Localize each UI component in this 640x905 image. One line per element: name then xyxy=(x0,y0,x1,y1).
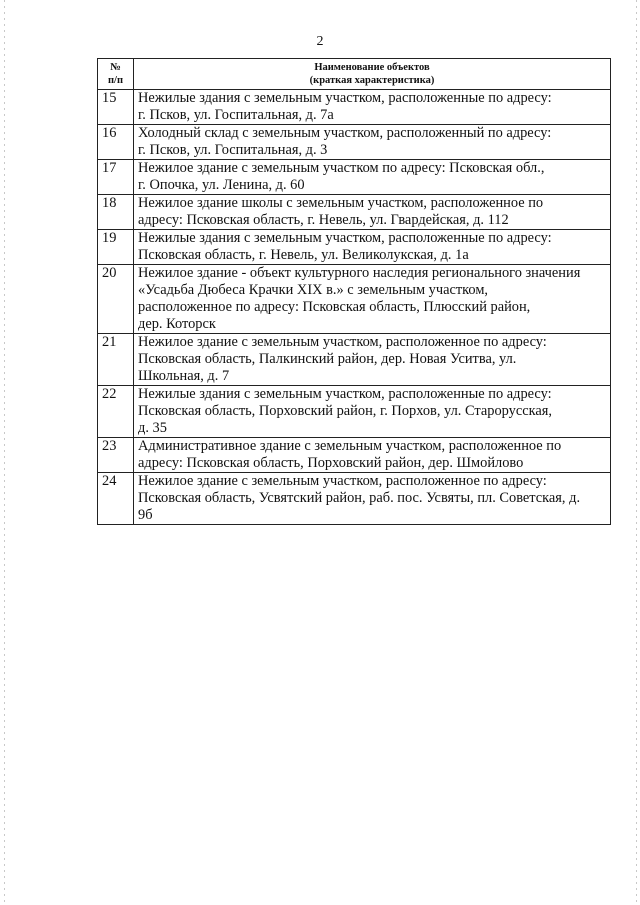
description-line: Псковская область, г. Невель, ул. Великолукская, д. 1а xyxy=(138,247,469,263)
table-row xyxy=(98,386,611,438)
description-line: г. Опочка, ул. Ленина, д. 60 xyxy=(138,177,305,193)
table-row xyxy=(98,473,611,525)
description-line: 9б xyxy=(138,507,153,523)
row-description xyxy=(134,386,611,438)
row-description xyxy=(134,438,611,473)
header-name-subtitle: (краткая характеристика) xyxy=(309,74,435,86)
description-line: Школьная, д. 7 xyxy=(138,368,230,384)
row-number: 15 xyxy=(98,90,134,125)
table-row xyxy=(98,438,611,473)
row-number: 17 xyxy=(98,160,134,195)
description-line: Нежилое здание школы с земельным участком, расположенное по xyxy=(138,195,544,211)
page-number: 2 xyxy=(316,34,324,49)
row-description xyxy=(134,160,611,195)
header-number-symbol: № xyxy=(110,62,121,73)
row-description xyxy=(134,473,611,525)
description-line: Нежилое здание - объект культурного наследия регионального значения xyxy=(138,265,581,281)
description-line: расположенное по адресу: Псковская область, Плюсский район, xyxy=(138,299,531,315)
description-line: дер. Которск xyxy=(138,316,216,332)
description-line: Нежилое здание с земельным участком по адресу: Псковская обл., xyxy=(138,160,545,176)
table-row xyxy=(98,265,611,334)
description-line: Нежилые здания с земельным участком, расположенные по адресу: xyxy=(138,90,552,106)
description-line: Псковская область, Усвятский район, раб. пос. Усвяты, пл. Советская, д. xyxy=(138,490,581,506)
row-number: 21 xyxy=(98,334,134,386)
table-row xyxy=(98,334,611,386)
row-number: 22 xyxy=(98,386,134,438)
table-row xyxy=(98,125,611,160)
header-name-title: Наименование объектов xyxy=(314,62,430,73)
row-description xyxy=(134,334,611,386)
header-number xyxy=(98,59,134,90)
scan-edge-right xyxy=(636,0,637,905)
scan-edge-left xyxy=(4,0,5,905)
description-line: Псковская область, Палкинский район, дер. Новая Уситва, ул. xyxy=(138,351,517,367)
row-description xyxy=(134,195,611,230)
row-number: 16 xyxy=(98,125,134,160)
description-line: г. Псков, ул. Госпитальная, д. 3 xyxy=(138,142,328,158)
description-line: Нежилое здание с земельным участком, расположенное по адресу: xyxy=(138,473,547,489)
row-number: 23 xyxy=(98,438,134,473)
description-line: адресу: Псковская область, г. Невель, ул. Гвардейская, д. 112 xyxy=(138,212,509,228)
description-line: Административное здание с земельным участком, расположенное по xyxy=(138,438,562,454)
row-number: 18 xyxy=(98,195,134,230)
description-line: адресу: Псковская область, Порховский район, дер. Шмойлово xyxy=(138,455,524,471)
description-line: Нежилые здания с земельным участком, расположенные по адресу: xyxy=(138,386,552,402)
objects-table xyxy=(97,58,611,525)
description-line: г. Псков, ул. Госпитальная, д. 7а xyxy=(138,107,334,123)
row-description xyxy=(134,125,611,160)
row-number: 19 xyxy=(98,230,134,265)
header-name xyxy=(134,59,611,90)
description-line: «Усадьба Дюбеса Крачки XIX в.» с земельным участком, xyxy=(138,282,489,298)
table-row xyxy=(98,90,611,125)
row-number: 24 xyxy=(98,473,134,525)
row-description xyxy=(134,230,611,265)
table-header-row xyxy=(98,59,611,90)
description-line: д. 35 xyxy=(138,420,167,436)
table-row xyxy=(98,160,611,195)
description-line: Псковская область, Порховский район, г. Порхов, ул. Старорусская, xyxy=(138,403,552,419)
table-row xyxy=(98,230,611,265)
table-body xyxy=(98,90,611,525)
table-row xyxy=(98,195,611,230)
description-line: Холодный склад с земельным участком, расположенный по адресу: xyxy=(138,125,552,141)
row-description xyxy=(134,265,611,334)
row-number: 20 xyxy=(98,265,134,334)
description-line: Нежилые здания с земельным участком, расположенные по адресу: xyxy=(138,230,552,246)
row-description xyxy=(134,90,611,125)
header-number-abbr: п/п xyxy=(107,74,124,86)
description-line: Нежилое здание с земельным участком, расположенное по адресу: xyxy=(138,334,547,350)
